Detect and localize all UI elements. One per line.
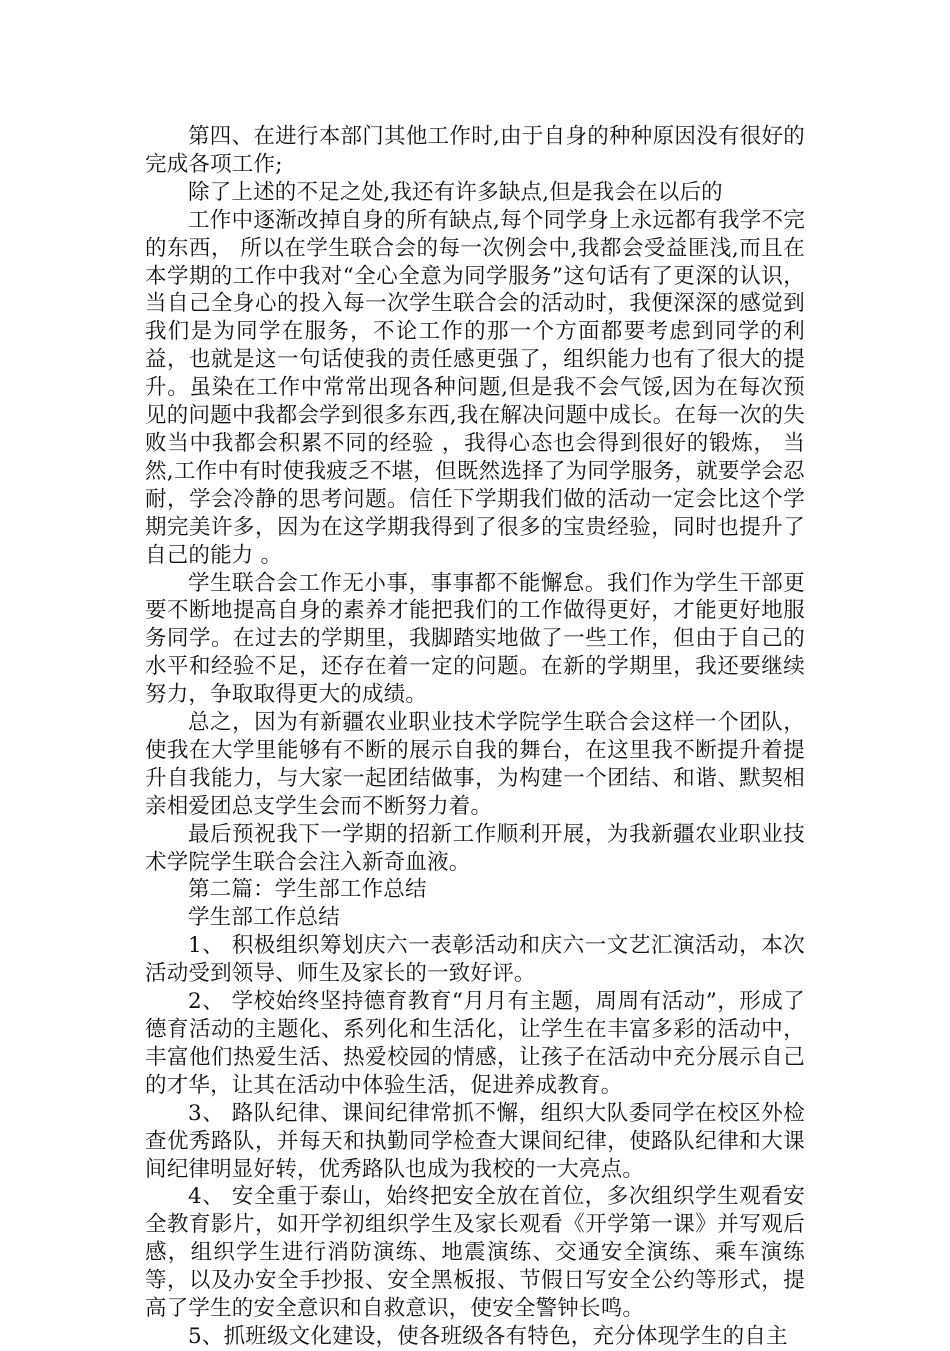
paragraph-final-wishes: 最后预祝我下一学期的招新工作顺利开展，为我新疆农业职业技术学院学生联合会注入新奇血液。	[145, 821, 805, 875]
list-item-4: 4、 安全重于泰山，始终把安全放在首位，多次组织学生观看安全教育影片，如开学初组织学生及家长观看《开学第一课》并写观后感，组织学生进行消防演练、地震演练、交通安全演练、乘车演练等，以及办安全手抄报、安全黑板报、节假日写安全公约等形式，提高了学生的安全意识和自救意识，使安全警钟长鸣。	[145, 1184, 805, 1322]
list-item-3: 3、 路队纪律、课间纪律常抓不懈，组织大队委同学在校区外检查优秀路队，并每天和执勤同学检查大课间纪律，使路队纪律和大课间纪律明显好转，优秀路队也成为我校的一大亮点。	[145, 1100, 805, 1182]
section-heading-part-two: 第二篇：学生部工作总结	[188, 877, 427, 903]
paragraph-work-reflection: 工作中逐渐改掉自身的所有缺点,每个同学身上永远都有我学不完的东西， 所以在学生联合会的每一次例会中,我都会受益匪浅,而且在本学期的工作中我对“全心全意为同学服务”这句话有了更深的认识，当自己全身心的投入每一次学生联合会的活动时，我便深深的感觉到我们是为同学在服务，不论工作的那一个方面都要考虑到同学的利益，也就是这一句话使我的责任感更强了，组织能力也有了很大的提升。虽染在工作中常常出现各种问题,但是我不会气馁,因为在每次预见的问题中我都会学到很多东西,我在解决问题中成长。在每一次的失败当中我都会积累不同的经验 ，我得心态也会得到很好的锻炼， 当然,工作中有时使我疲乏不堪，但既然选择了为同学服务，就要学会忍耐，学会冷静的思考问题。信任下学期我们做的活动一定会比这个学期完美许多，因为在这学期我得到了很多的宝贵经验，同时也提升了自己的能力 。	[145, 207, 805, 568]
paragraph-shortcoming-four: 第四、在进行本部门其他工作时,由于自身的种种原因没有很好的完成各项工作;	[145, 124, 805, 177]
paragraph-conclusion: 总之，因为有新疆农业职业技术学院学生联合会这样一个团队，使我在大学里能够有不断的展示自我的舞台，在这里我不断提升着提升自我能力，与大家一起团结做事，为构建一个团结、和谐、默契相亲相爱团总支学生会而不断努力着。	[145, 710, 805, 819]
list-item-5: 5、抓班级文化建设，使各班级各有特色，充分体现学生的自主	[188, 1323, 788, 1349]
document-body	[145, 123, 805, 1351]
section-subheading: 学生部工作总结	[188, 905, 340, 931]
paragraph-other-shortcomings: 除了上述的不足之处,我还有许多缺点,但是我会在以后的	[188, 179, 723, 205]
paragraph-student-union-work: 学生联合会工作无小事，事事都不能懈怠。我们作为学生干部更要不断地提高自身的素养才能把我们的工作做得更好，才能更好地服务同学。在过去的学期里，我脚踏实地做了一些工作，但由于自己的水平和经验不足，还存在着一定的问题。在新的学期里，我还要继续努力，争取取得更大的成绩。	[145, 570, 805, 708]
list-item-1: 1、 积极组织筹划庆六一表彰活动和庆六一文艺汇演活动，本次活动受到领导、师生及家长的一致好评。	[145, 933, 805, 987]
list-item-2: 2、 学校始终坚持德育教育“月月有主题，周周有活动”，形成了德育活动的主题化、系列化和生活化，让学生在丰富多彩的活动中，丰富他们热爱生活、热爱校园的情感，让孩子在活动中充分展示自己的才华，让其在活动中体验生活，促进养成教育。	[145, 989, 805, 1098]
